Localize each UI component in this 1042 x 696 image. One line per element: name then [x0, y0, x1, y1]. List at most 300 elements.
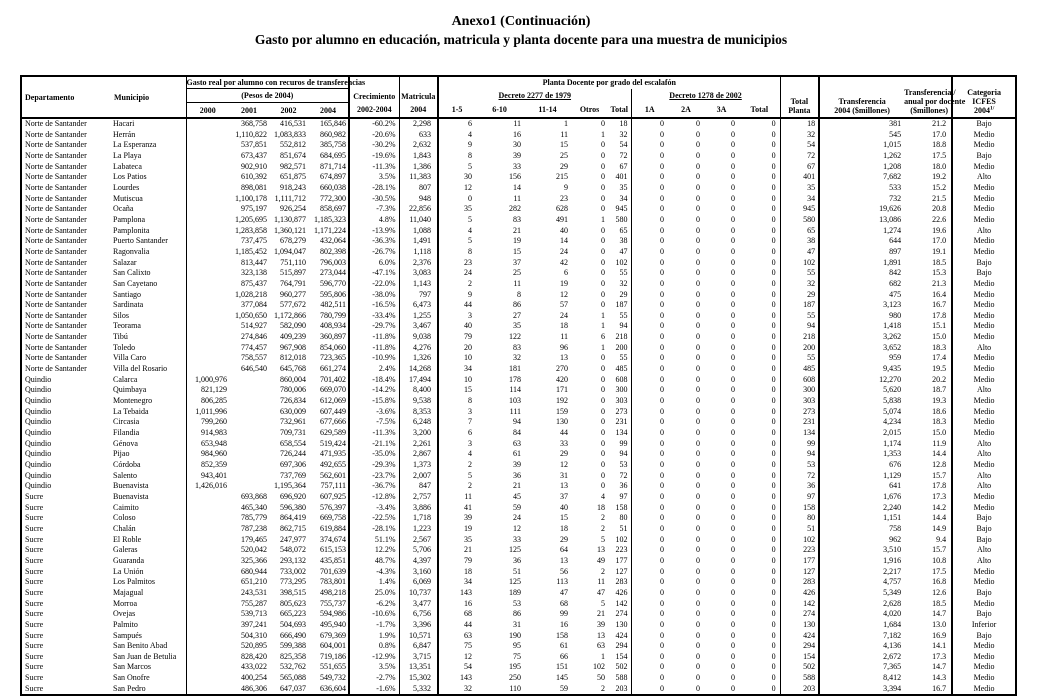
escalafon-6-10-cell: 83	[513, 342, 522, 352]
escalafon-otros-cell: 0	[601, 119, 606, 128]
transferencia-docente-cell: 15.2	[932, 182, 947, 192]
escalafon-11-14-cell: 15	[560, 140, 569, 150]
table-row	[21, 118, 1016, 130]
grado-2a-cell: 0	[696, 502, 701, 512]
escalafon-1-5-cell: 63	[438, 631, 475, 642]
escalafon-6-10-cell: 61	[513, 449, 522, 459]
categoria-icfes-cell: Medio	[952, 417, 1016, 428]
departamento-cell: Sucre	[25, 491, 44, 501]
grado-total-1278-cell: 0	[771, 364, 776, 374]
table-row	[21, 471, 1016, 482]
gasto-2004-cell: 498,218	[320, 587, 347, 597]
escalafon-6-10-cell: 282	[509, 204, 522, 214]
gasto-2002-cell: 1,083,833	[274, 129, 306, 139]
transferencia-2004-cell: 12,270	[819, 375, 904, 386]
escalafon-6-10-cell: 32	[513, 353, 522, 363]
crecimiento-cell: -11.8%	[349, 343, 399, 354]
total-planta-cell: 53	[780, 460, 819, 471]
grado-3a-cell: 0	[731, 630, 736, 640]
col-group-decreto-1278	[631, 89, 780, 103]
municipio-cell: San Onofre	[113, 673, 150, 683]
matricula-cell: 807	[399, 183, 438, 194]
transferencia-docente-cell: 17.5	[932, 566, 947, 576]
crecimiento-cell: -30.2%	[349, 140, 399, 151]
total-planta-cell: 47	[780, 247, 819, 258]
gasto-2001-cell: 1,205,695	[235, 214, 267, 224]
total-planta-cell: 187	[780, 300, 819, 311]
total-planta-cell: 200	[780, 343, 819, 354]
grado-total-1278-cell: 0	[771, 161, 776, 171]
transferencia-2004-cell: 1,916	[819, 556, 904, 567]
municipio-cell: Ocaña	[113, 204, 134, 214]
transferencia-line1: Transferencia	[838, 97, 886, 106]
gasto-2004-cell: 594,986	[320, 609, 347, 619]
gasto-2000-cell	[186, 588, 229, 599]
gasto-2001-cell	[229, 375, 269, 386]
transferencia-2004-cell: 3,652	[819, 343, 904, 354]
gasto-2000-cell	[186, 204, 229, 215]
escalafon-total-cell: 99	[619, 438, 628, 448]
transf-docente-line1: Transferencia /	[904, 88, 956, 97]
escalafon-1-5-cell: 8	[438, 151, 475, 162]
escalafon-total-cell: 154	[615, 651, 628, 661]
escalafon-total-cell: 424	[615, 630, 628, 640]
municipio-cell: Salento	[113, 470, 137, 480]
grado-1a-cell: 0	[631, 662, 668, 673]
escalafon-1-5-cell: 44	[438, 300, 475, 311]
crecimiento-cell: -1.7%	[349, 620, 399, 631]
transferencia-docente-cell: 19.6	[932, 225, 947, 235]
escalafon-11-14-cell: 12	[560, 289, 569, 299]
grado-1a-cell: 0	[631, 588, 668, 599]
categoria-footnote-marker: 1/	[989, 105, 995, 112]
escalafon-11-14-cell: 25	[560, 150, 569, 160]
grado-3a-cell: 0	[731, 566, 736, 576]
grado-3a-cell: 0	[731, 598, 736, 608]
gasto-2002-cell: 860,004	[280, 374, 306, 384]
escalafon-total-cell: 283	[615, 577, 628, 587]
grado-1a-cell: 0	[631, 471, 668, 482]
decreto-2277-label: Decreto 2277 de 1979	[498, 91, 572, 100]
escalafon-otros-cell: 1	[601, 651, 606, 661]
gasto-2004-cell: 435,851	[320, 555, 347, 565]
grado-total-1278-cell: 0	[771, 428, 776, 438]
gasto-2004-cell: 607,449	[320, 406, 347, 416]
total-planta-cell: 54	[780, 140, 819, 151]
grado-total-1278-cell: 0	[771, 470, 776, 480]
matricula-cell: 6,473	[399, 300, 438, 311]
escalafon-6-10-cell: 35	[513, 321, 522, 331]
escalafon-total-cell: 200	[615, 342, 628, 352]
gasto-2000-cell: 1,000,976	[186, 375, 229, 386]
gasto-2000-cell	[186, 321, 229, 332]
grado-total-1278-cell: 0	[771, 332, 776, 342]
col-header-matricula: Matricula	[399, 76, 438, 103]
total-planta-cell: 29	[780, 290, 819, 301]
escalafon-11-14-cell: 33	[560, 438, 569, 448]
matricula-cell: 3,467	[399, 321, 438, 332]
grado-total-1278-cell: 0	[771, 129, 776, 139]
grado-3a-cell: 0	[731, 491, 736, 501]
escalafon-1-5-cell: 8	[438, 247, 475, 258]
matricula-cell: 1,718	[399, 513, 438, 524]
departamento-cell: Norte de Santander	[25, 300, 87, 310]
grado-1a-cell: 0	[631, 375, 668, 386]
grado-1a-cell: 0	[631, 332, 668, 343]
escalafon-total-cell: 35	[619, 182, 628, 192]
gasto-2002-cell: 552,812	[280, 140, 306, 150]
transferencia-2004-cell: 1,129	[819, 471, 904, 482]
grado-total-1278-cell: 0	[771, 353, 776, 363]
transferencia-docente-cell: 19.3	[932, 396, 947, 406]
matricula-cell: 13,351	[399, 662, 438, 673]
total-planta-cell: 485	[780, 364, 819, 375]
crecimiento-cell: -29.3%	[349, 460, 399, 471]
escalafon-otros-cell: 63	[597, 641, 606, 651]
transferencia-docente-cell: 21.5	[932, 193, 947, 203]
grado-total-1278-cell: 0	[771, 566, 776, 576]
table-row	[21, 631, 1016, 642]
transferencia-2004-cell: 7,365	[819, 662, 904, 673]
matricula-cell: 1,118	[399, 247, 438, 258]
grado-1a-cell: 0	[631, 140, 668, 151]
departamento-cell: Quindio	[25, 470, 52, 480]
crecimiento-cell: -12.9%	[349, 652, 399, 663]
municipio-cell: Los Palmitos	[113, 577, 156, 587]
grado-2a-cell: 0	[696, 417, 701, 427]
gasto-2000-cell	[186, 290, 229, 301]
col-header-grado-total-2277: Total	[608, 103, 631, 119]
grado-2a-cell: 0	[696, 641, 701, 651]
transferencia-2004-cell: 1,418	[819, 321, 904, 332]
escalafon-6-10-cell: 53	[513, 598, 522, 608]
total-planta-cell: 97	[780, 492, 819, 503]
grado-2a-cell: 0	[696, 555, 701, 565]
table-row	[21, 183, 1016, 194]
col-header-transferencia-2004	[819, 76, 904, 118]
departamento-cell: Sucre	[25, 577, 44, 587]
escalafon-otros-cell: 0	[601, 172, 606, 182]
gasto-2001-cell: 539,713	[241, 609, 267, 619]
grado-3a-cell: 0	[731, 364, 736, 374]
grado-2a-cell: 0	[696, 523, 701, 533]
gasto-2000-cell	[186, 364, 229, 375]
gasto-2002-cell: 825,358	[280, 651, 306, 661]
escalafon-1-5-cell: 19	[438, 524, 475, 535]
gasto-2000-cell	[186, 130, 229, 141]
transferencia-docente-cell: 15.0	[932, 332, 947, 342]
escalafon-1-5-cell: 24	[438, 268, 475, 279]
grado-total-1278-cell: 0	[771, 577, 776, 587]
grado-1a-cell: 0	[631, 172, 668, 183]
escalafon-total-cell: 580	[615, 214, 628, 224]
grado-1a-cell: 0	[631, 460, 668, 471]
total-planta-cell: 65	[780, 226, 819, 237]
categoria-icfes-cell: Bajo	[952, 268, 1016, 279]
departamento-cell: Sucre	[25, 673, 44, 683]
transferencia-docente-cell: 10.8	[932, 555, 947, 565]
transferencia-docente-cell: 14.1	[932, 641, 947, 651]
matricula-cell: 2,632	[399, 140, 438, 151]
escalafon-otros-cell: 5	[601, 534, 606, 544]
transferencia-docente-cell: 14.9	[932, 523, 947, 533]
gasto-2001-cell: 377,084	[241, 300, 267, 310]
grado-1a-cell: 0	[631, 567, 668, 578]
table-row	[21, 609, 1016, 620]
transferencia-docente-cell: 19.2	[932, 172, 947, 182]
grado-3a-cell: 0	[731, 609, 736, 619]
grado-3a-cell: 0	[731, 417, 736, 427]
municipio-cell: Pamplonita	[113, 225, 150, 235]
total-planta-cell: 55	[780, 311, 819, 322]
grado-total-1278-cell: 0	[771, 460, 776, 469]
escalafon-11-14-cell: 13	[560, 481, 569, 491]
table-row	[21, 535, 1016, 546]
grado-2a-cell: 0	[696, 545, 701, 555]
grado-total-1278-cell: 0	[771, 545, 776, 555]
total-planta-cell: 99	[780, 439, 819, 450]
gasto-2001-cell: 813,447	[241, 257, 267, 267]
crecimiento-cell: -26.7%	[349, 247, 399, 258]
matricula-cell: 6,847	[399, 641, 438, 652]
transferencia-2004-cell: 7,182	[819, 631, 904, 642]
grado-1a-cell: 0	[631, 545, 668, 556]
escalafon-6-10-cell: 181	[509, 364, 522, 374]
grado-total-1278-cell: 0	[771, 182, 776, 192]
grado-1a-cell: 0	[631, 183, 668, 194]
transferencia-docente-cell: 14.2	[932, 502, 947, 512]
table-row	[21, 172, 1016, 183]
grado-total-1278-cell: 0	[771, 342, 776, 352]
grado-3a-cell: 0	[731, 534, 736, 544]
transferencia-docente-cell: 16.7	[932, 683, 947, 693]
transferencia-2004-cell: 19,626	[819, 204, 904, 215]
escalafon-total-cell: 300	[615, 385, 628, 395]
transferencia-docente-cell: 18.8	[932, 140, 947, 150]
crecimiento-cell: 25.0%	[349, 588, 399, 599]
gasto-2002-cell: 409,239	[280, 332, 306, 342]
municipio-cell: San Pedro	[113, 683, 146, 693]
escalafon-total-cell: 32	[619, 129, 628, 139]
grado-3a-cell: 0	[731, 651, 736, 661]
document-table	[20, 75, 1017, 696]
grado-1a-cell: 0	[631, 631, 668, 642]
grado-total-1278-cell: 0	[771, 268, 776, 278]
grado-1a-cell: 0	[631, 279, 668, 290]
grado-1a-cell: 0	[631, 417, 668, 428]
escalafon-otros-cell: 0	[601, 182, 606, 192]
categoria-icfes-cell: Medio	[952, 503, 1016, 514]
gasto-2000-cell	[186, 162, 229, 173]
municipio-cell: Ragonvalia	[113, 246, 150, 256]
municipio-cell: Silos	[113, 310, 130, 320]
grado-total-1278-cell: 0	[771, 214, 776, 224]
gasto-2000-cell	[186, 300, 229, 311]
gasto-2001-cell: 243,531	[241, 587, 267, 597]
grado-total-1278-cell: 0	[771, 150, 776, 160]
gasto-2004-cell: 432,064	[320, 236, 347, 246]
grado-1a-cell: 0	[631, 385, 668, 396]
categoria-icfes-cell: Medio	[952, 215, 1016, 226]
departamento-cell: Norte de Santander	[25, 172, 87, 182]
grado-1a-cell: 0	[631, 343, 668, 354]
escalafon-total-cell: 274	[615, 609, 628, 619]
transferencia-docente-cell: 13.0	[932, 619, 947, 629]
gasto-2001-cell: 875,437	[241, 278, 267, 288]
escalafon-otros-cell: 2	[601, 566, 606, 576]
grado-2a-cell: 0	[696, 662, 701, 672]
table-row	[21, 279, 1016, 290]
categoria-icfes-cell: Medio	[952, 130, 1016, 141]
municipio-cell: San Cayetano	[113, 278, 158, 288]
categoria-icfes-cell: Medio	[952, 364, 1016, 375]
crecimiento-cell: -47.1%	[349, 268, 399, 279]
escalafon-total-cell: 102	[615, 534, 628, 544]
escalafon-6-10-cell: 15	[513, 246, 522, 256]
matricula-cell: 3,083	[399, 268, 438, 279]
categoria-icfes-cell: Bajo	[952, 535, 1016, 546]
matricula-cell: 1,843	[399, 151, 438, 162]
gasto-2004-cell: 360,897	[320, 332, 347, 342]
crecimiento-cell: -1.6%	[349, 684, 399, 696]
grado-1a-cell: 0	[631, 396, 668, 407]
grado-1a-cell: 0	[631, 577, 668, 588]
gasto-2001-cell	[229, 407, 269, 418]
gasto-2001-cell: 1,185,452	[235, 246, 267, 256]
grado-2a-cell: 0	[696, 182, 701, 192]
gasto-2002-cell: 651,875	[280, 172, 306, 182]
departamento-cell: Quindio	[25, 438, 52, 448]
gasto-2001-cell: 646,540	[241, 364, 267, 374]
escalafon-otros-cell: 0	[601, 289, 606, 299]
crecimiento-cell: 4.8%	[349, 215, 399, 226]
escalafon-1-5-cell: 16	[438, 599, 475, 610]
gasto-2001-cell: 1,110,822	[235, 129, 267, 139]
crecimiento-cell: -10.9%	[349, 353, 399, 364]
crecimiento-cell: -38.0%	[349, 290, 399, 301]
escalafon-6-10-cell: 94	[513, 417, 522, 427]
grado-1a-cell: 0	[631, 151, 668, 162]
escalafon-6-10-cell: 39	[513, 460, 522, 469]
escalafon-total-cell: 65	[619, 225, 628, 235]
escalafon-11-14-cell: 42	[560, 257, 569, 267]
escalafon-1-5-cell: 10	[438, 353, 475, 364]
col-header-2000: 2000	[186, 103, 229, 119]
grado-1a-cell: 0	[631, 204, 668, 215]
departamento-cell: Norte de Santander	[25, 364, 87, 374]
escalafon-6-10-cell: 16	[513, 129, 522, 139]
grado-2a-cell: 0	[696, 577, 701, 587]
grado-total-1278-cell: 0	[771, 193, 776, 203]
matricula-cell: 11,383	[399, 172, 438, 183]
crecimiento-cell: -21.1%	[349, 439, 399, 450]
gasto-2001-cell: 651,210	[241, 577, 267, 587]
departamento-cell: Norte de Santander	[25, 246, 87, 256]
escalafon-11-14-cell: 13	[560, 555, 569, 565]
crecimiento-cell: -6.2%	[349, 599, 399, 610]
escalafon-11-14-cell: 37	[560, 491, 569, 501]
gasto-2002-cell: 504,693	[280, 619, 306, 629]
municipio-cell: El Roble	[113, 534, 142, 544]
table-row	[21, 332, 1016, 343]
escalafon-6-10-cell: 19	[513, 236, 522, 246]
transf-docente-line2: anual por docente	[904, 97, 966, 106]
gasto-2004-cell: 860,982	[320, 129, 347, 139]
gasto-2004-cell: 612,069	[320, 396, 347, 406]
gasto-2000-cell: 1,426,016	[186, 481, 229, 492]
grado-3a-cell: 0	[731, 470, 736, 480]
gasto-2002-cell: 247,977	[280, 534, 306, 544]
transferencia-2004-cell: 1,353	[819, 449, 904, 460]
gasto-2004-cell: 636,604	[320, 683, 347, 693]
gasto-2002-cell: 599,388	[280, 641, 306, 651]
municipio-cell: Ovejas	[113, 609, 136, 619]
gasto-2000-cell: 1,011,996	[186, 407, 229, 418]
crecimiento-cell: -14.2%	[349, 385, 399, 396]
categoria-icfes-cell: Alto	[952, 449, 1016, 460]
escalafon-total-cell: 426	[615, 587, 628, 597]
escalafon-11-14-cell: 15	[560, 513, 569, 523]
departamento-cell: Quindio	[25, 374, 52, 384]
transferencia-2004-cell: 641	[819, 481, 904, 492]
gasto-2002-cell: 805,623	[280, 598, 306, 608]
grado-total-1278-cell: 0	[771, 534, 776, 544]
col-header-municipio: Municipio	[111, 76, 186, 118]
gasto-2001-cell: 179,465	[241, 534, 267, 544]
escalafon-11-14-cell: 99	[560, 609, 569, 619]
transferencia-2004-cell: 4,136	[819, 641, 904, 652]
total-planta-cell: 130	[780, 620, 819, 631]
escalafon-6-10-cell: 30	[513, 140, 522, 150]
total-planta-cell: 283	[780, 577, 819, 588]
escalafon-1-5-cell: 68	[438, 609, 475, 620]
escalafon-6-10-cell: 75	[513, 651, 522, 661]
escalafon-11-14-cell: 9	[564, 182, 569, 192]
gasto-2000-cell	[186, 194, 229, 205]
transferencia-2004-cell: 1,174	[819, 439, 904, 450]
transferencia-2004-cell: 959	[819, 353, 904, 364]
escalafon-total-cell: 177	[615, 555, 628, 565]
categoria-icfes-cell: Bajo	[952, 151, 1016, 162]
gasto-2000-cell	[186, 556, 229, 567]
grado-1a-cell: 0	[631, 311, 668, 322]
gasto-2004-cell: 471,935	[320, 449, 347, 459]
matricula-cell: 10,737	[399, 588, 438, 599]
grado-total-1278-cell: 0	[771, 225, 776, 235]
table-row	[21, 460, 1016, 471]
escalafon-6-10-cell: 125	[509, 545, 522, 555]
crecimiento-cell: -4.3%	[349, 567, 399, 578]
municipio-cell: Lourdes	[113, 182, 140, 192]
grado-2a-cell: 0	[696, 150, 701, 160]
grado-2a-cell: 0	[696, 289, 701, 299]
col-header-grado-otros: Otros	[571, 103, 608, 119]
crecimiento-cell: -3.6%	[349, 407, 399, 418]
escalafon-total-cell: 130	[615, 619, 628, 629]
categoria-icfes-cell: Alto	[952, 226, 1016, 237]
escalafon-otros-cell: 1	[601, 214, 606, 224]
grado-3a-cell: 0	[731, 619, 736, 629]
escalafon-total-cell: 18	[619, 119, 628, 128]
escalafon-11-14-cell: 11	[560, 332, 569, 342]
escalafon-6-10-cell: 33	[513, 161, 522, 171]
escalafon-total-cell: 203	[615, 683, 628, 693]
categoria-icfes-cell: Medio	[952, 684, 1016, 696]
gasto-2004-cell: 482,511	[320, 300, 347, 310]
table-row	[21, 130, 1016, 141]
gasto-2001-cell: 504,310	[241, 630, 267, 640]
municipio-cell: Salazar	[113, 257, 137, 267]
